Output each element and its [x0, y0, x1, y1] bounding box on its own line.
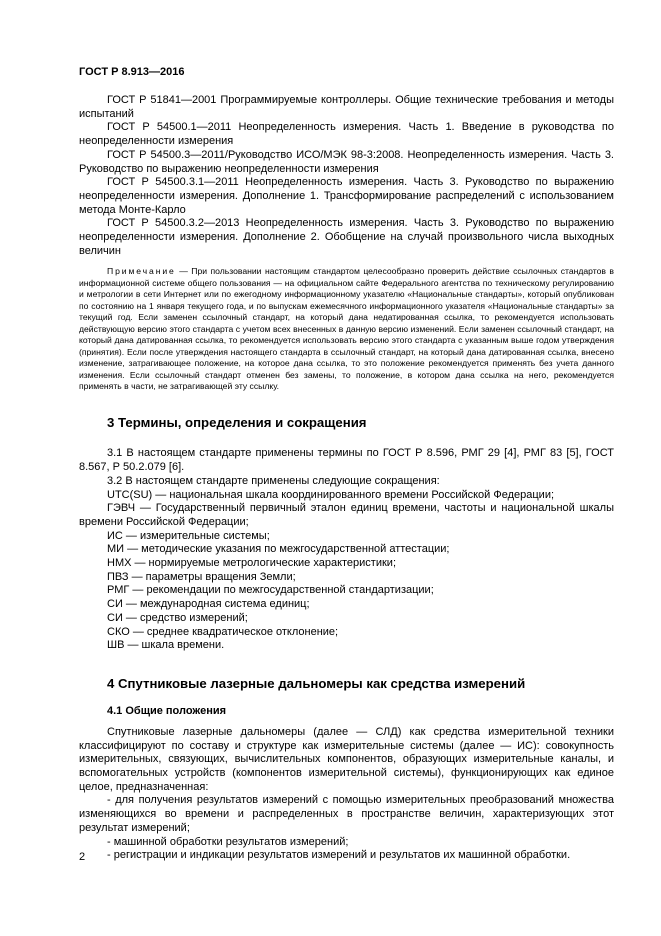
references-note	[79, 266, 614, 392]
reference-item: ГОСТ Р 54500.3.1—2011 Неопределенность измерения. Часть 3. Руководство по выражению неопределенности измерения. Дополнение 1. Трансформирование распределений с использованием метода Монте-Карло	[79, 176, 614, 216]
abbreviation-item: СКО — среднее квадратическое отклонение;	[107, 625, 339, 638]
abbreviation-item: СИ — средство измерений;	[107, 611, 248, 624]
abbreviations-list	[79, 489, 614, 653]
clause-3-1: 3.1 В настоящем стандарте применены термины по ГОСТ Р 8.596, РМГ 29 [4], РМГ 83 [5], ГОСТ 8.567, Р 50.2.079 [6].	[79, 447, 614, 474]
note-text: — При пользовании настоящим стандартом целесообразно проверить действие ссылочных стандартов в информационной системе общего пользования — на официальном сайте Федерального агентства по техническому регулированию и метрологии в сети Интернет или по ежегодному информационному указателю «Национальные стандарты», который опубликован по состоянию на 1 января текущего года, и по выпускам ежемесячного информационного указателя «Национальные стандарты» за текущий год. Если заменен ссылочный стандарт, на который дана недатированная ссылка, то рекомендуется использовать действующую версию этого стандарта с учетом всех внесенных в данную версию изменений. Если заменен ссылочный стандарт, на который дана датированная ссылка, то рекомендуется использовать версию этого стандарта с указанным выше годом утверждения (принятия). Если после утверждения настоящего стандарта в ссылочный стандарт, на который дана датированная ссылка, внесено изменение, затрагивающее положение, на которое дана ссылка, то это положение рекомендуется применять без учета данного изменения. Если ссылочный стандарт отменен без замены, то положение, в котором дана ссылка на него, рекомендуется применять в части, не затрагивающей эту ссылку.	[79, 266, 614, 391]
section-4-intro: Спутниковые лазерные дальномеры (далее — СЛД) как средства измерительной техники классифицируют по составу и структуре как измерительные системы (далее — ИС): совокупность измерительных, связующих, вычислительных компонентов, образующих измерительные каналы, и вспомогательных устройств (компонентов измерительной системы), функционирующих как единое целое, предназначенная:	[79, 725, 614, 793]
abbreviation-item: ИС — измерительные системы;	[107, 529, 270, 542]
reference-item: ГОСТ Р 51841—2001 Программируемые контроллеры. Общие технические требования и методы испытаний	[79, 94, 614, 120]
standard-header: ГОСТ Р 8.913—2016	[79, 66, 185, 78]
subsection-4-1-heading: 4.1 Общие положения	[107, 704, 227, 717]
abbreviation-item: ГЭВЧ — Государственный первичный эталон единиц времени, частоты и национальной шкалы времени Российской Федерации;	[79, 502, 614, 528]
reference-item: ГОСТ Р 54500.3.2—2013 Неопределенность измерения. Часть 3. Руководство по выражению неопределенности измерения. Дополнение 2. Обобщение на случай произвольного числа выходных величин	[79, 217, 614, 257]
purpose-list	[79, 794, 614, 863]
purpose-item: - для получения результатов измерений с помощью измерительных преобразований множества изменяющихся во времени и распределенных в пространстве величин, характеризующих этот результат измерений;	[79, 794, 614, 834]
reference-item: ГОСТ Р 54500.3—2011/Руководство ИСО/МЭК 98-3:2008. Неопределенность измерения. Часть 3. Руководство по выражению неопределенности измерения	[79, 148, 614, 175]
abbreviation-item: МИ — методические указания по межгосударственной аттестации;	[107, 543, 450, 556]
purpose-item: - машинной обработки результатов измерений;	[107, 835, 349, 848]
page-content	[79, 94, 614, 863]
abbreviation-item: РМГ — рекомендации по межгосударственной стандартизации;	[107, 584, 434, 597]
note-label: Примечание	[107, 266, 176, 277]
page-number: 2	[79, 851, 86, 863]
clause-3-2: 3.2 В настоящем стандарте применены следующие сокращения:	[107, 474, 440, 487]
abbreviation-item: ПВЗ — параметры вращения Земли;	[107, 570, 296, 583]
purpose-item: - регистрации и индикации результатов измерений и результатов их машинной обработки.	[107, 849, 571, 862]
abbreviation-item: ШВ — шкала времени.	[107, 639, 225, 652]
normative-references	[79, 94, 614, 258]
section-3-heading: 3 Термины, определения и сокращения	[107, 415, 367, 431]
abbreviation-item: UTC(SU) — национальная шкала координированного времени Российской Федерации;	[107, 488, 555, 501]
section-4-heading: 4 Спутниковые лазерные дальномеры как средства измерений	[107, 675, 526, 691]
abbreviation-item: СИ — международная система единиц;	[107, 598, 310, 611]
reference-item: ГОСТ Р 54500.1—2011 Неопределенность измерения. Часть 1. Введение в руководства по неопределенности измерения	[79, 121, 614, 148]
abbreviation-item: НМХ — нормируемые метрологические характеристики;	[107, 557, 397, 570]
